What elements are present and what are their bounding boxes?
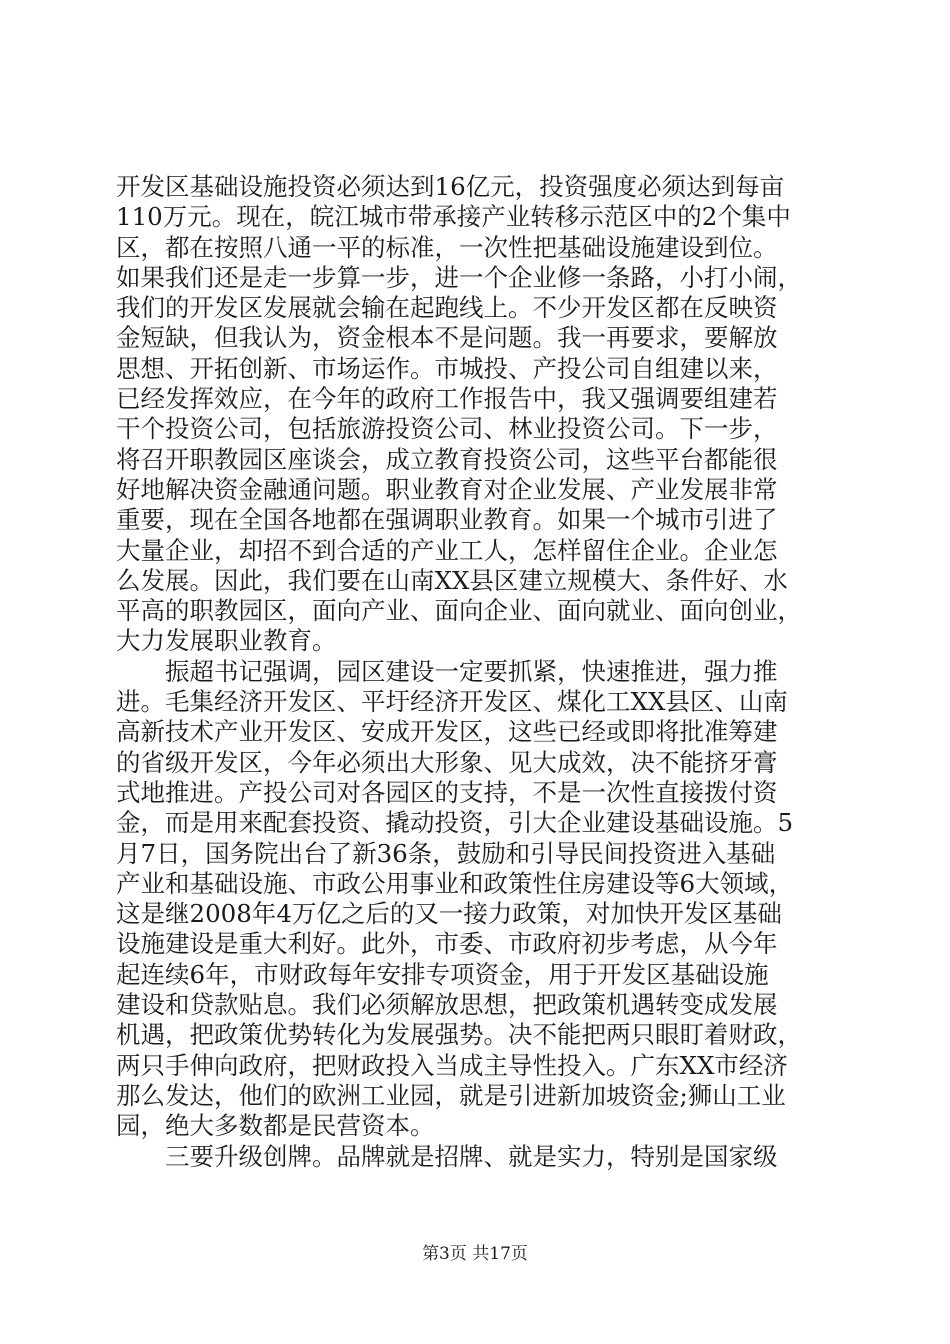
text-line: 三要升级创牌。品牌就是招牌、就是实力，特别是国家级 bbox=[116, 1141, 778, 1171]
text-line: 振超书记强调，园区建设一定要抓紧，快速推进，强力推 bbox=[116, 656, 778, 686]
text-line: 我们的开发区发展就会输在起跑线上。不少开发区都在反映资 bbox=[116, 293, 778, 323]
text-line: 产业和基础设施、市政公用事业和政策性住房建设等6大领域， bbox=[116, 868, 794, 898]
text-line: 如果我们还是走一步算一步，进一个企业修一条路，小打小闹， bbox=[116, 262, 802, 292]
page-number-footer: 第3页 共17页 bbox=[422, 1244, 528, 1264]
text-line: 设施建设是重大利好。此外，市委、市政府初步考虑，从今年 bbox=[116, 929, 778, 959]
text-line: 大量企业，却招不到合适的产业工人，怎样留住企业。企业怎 bbox=[116, 535, 778, 565]
text-line: 干个投资公司，包括旅游投资公司、林业投资公司。下一步， bbox=[116, 414, 778, 444]
text-line: 重要，现在全国各地都在强调职业教育。如果一个城市引进了 bbox=[116, 505, 778, 535]
text-line: 月7日，国务院出台了新36条，鼓励和引导民间投资进入基础 bbox=[116, 838, 776, 868]
text-line: 将召开职教园区座谈会，成立教育投资公司，这些平台都能很 bbox=[116, 444, 778, 474]
text-line: 进。毛集经济开发区、平圩经济开发区、煤化工XX县区、山南 bbox=[116, 687, 788, 717]
text-line: 机遇，把政策优势转化为发展强势。决不能把两只眼盯着财政， bbox=[116, 1020, 802, 1050]
text-line: 这是继2008年4万亿之后的又一接力政策，对加快开发区基础 bbox=[116, 899, 782, 929]
text-line: 式地推进。产投公司对各园区的支持，不是一次性直接拨付资 bbox=[116, 777, 778, 807]
text-line: 高新技术产业开发区、安成开发区，这些已经或即将批准筹建 bbox=[116, 717, 778, 747]
text-line: 平高的职教园区，面向产业、面向企业、面向就业、面向创业， bbox=[116, 596, 802, 626]
text-line: 的省级开发区，今年必须出大形象、见大成效，决不能挤牙膏 bbox=[116, 747, 778, 777]
text-line: 大力发展职业教育。 bbox=[116, 626, 337, 656]
text-line: 已经发挥效应，在今年的政府工作报告中，我又强调要组建若 bbox=[116, 384, 778, 414]
text-line: 么发展。因此，我们要在山南XX县区建立规模大、条件好、水 bbox=[116, 565, 788, 595]
text-line: 起连续6年，市财政每年安排专项资金，用于开发区基础设施 bbox=[116, 959, 769, 989]
text-line: 金短缺，但我认为，资金根本不是问题。我一再要求，要解放 bbox=[116, 323, 778, 353]
text-line: 好地解决资金融通问题。职业教育对企业发展、产业发展非常 bbox=[116, 474, 778, 504]
text-line: 金，而是用来配套投资、撬动投资，引大企业建设基础设施。5 bbox=[116, 808, 794, 838]
text-line: 思想、开拓创新、市场运作。市城投、产投公司自组建以来， bbox=[116, 353, 778, 383]
text-line: 区，都在按照八通一平的标准，一次性把基础设施建设到位。 bbox=[116, 232, 778, 262]
text-line: 110万元。现在，皖江城市带承接产业转移示范区中的2个集中 bbox=[116, 202, 791, 232]
text-line: 建设和贷款贴息。我们必须解放思想，把政策机遇转变成发展 bbox=[116, 990, 778, 1020]
document-body bbox=[116, 172, 836, 1172]
text-line: 园，绝大多数都是民营资本。 bbox=[116, 1111, 435, 1141]
text-line: 两只手伸向政府，把财政投入当成主导性投入。广东XX市经济 bbox=[116, 1050, 788, 1080]
text-line: 开发区基础设施投资必须达到16亿元，投资强度必须达到每亩 bbox=[116, 172, 785, 201]
text-line: 那么发达，他们的欧洲工业园，就是引进新加坡资金;狮山工业 bbox=[116, 1080, 786, 1110]
